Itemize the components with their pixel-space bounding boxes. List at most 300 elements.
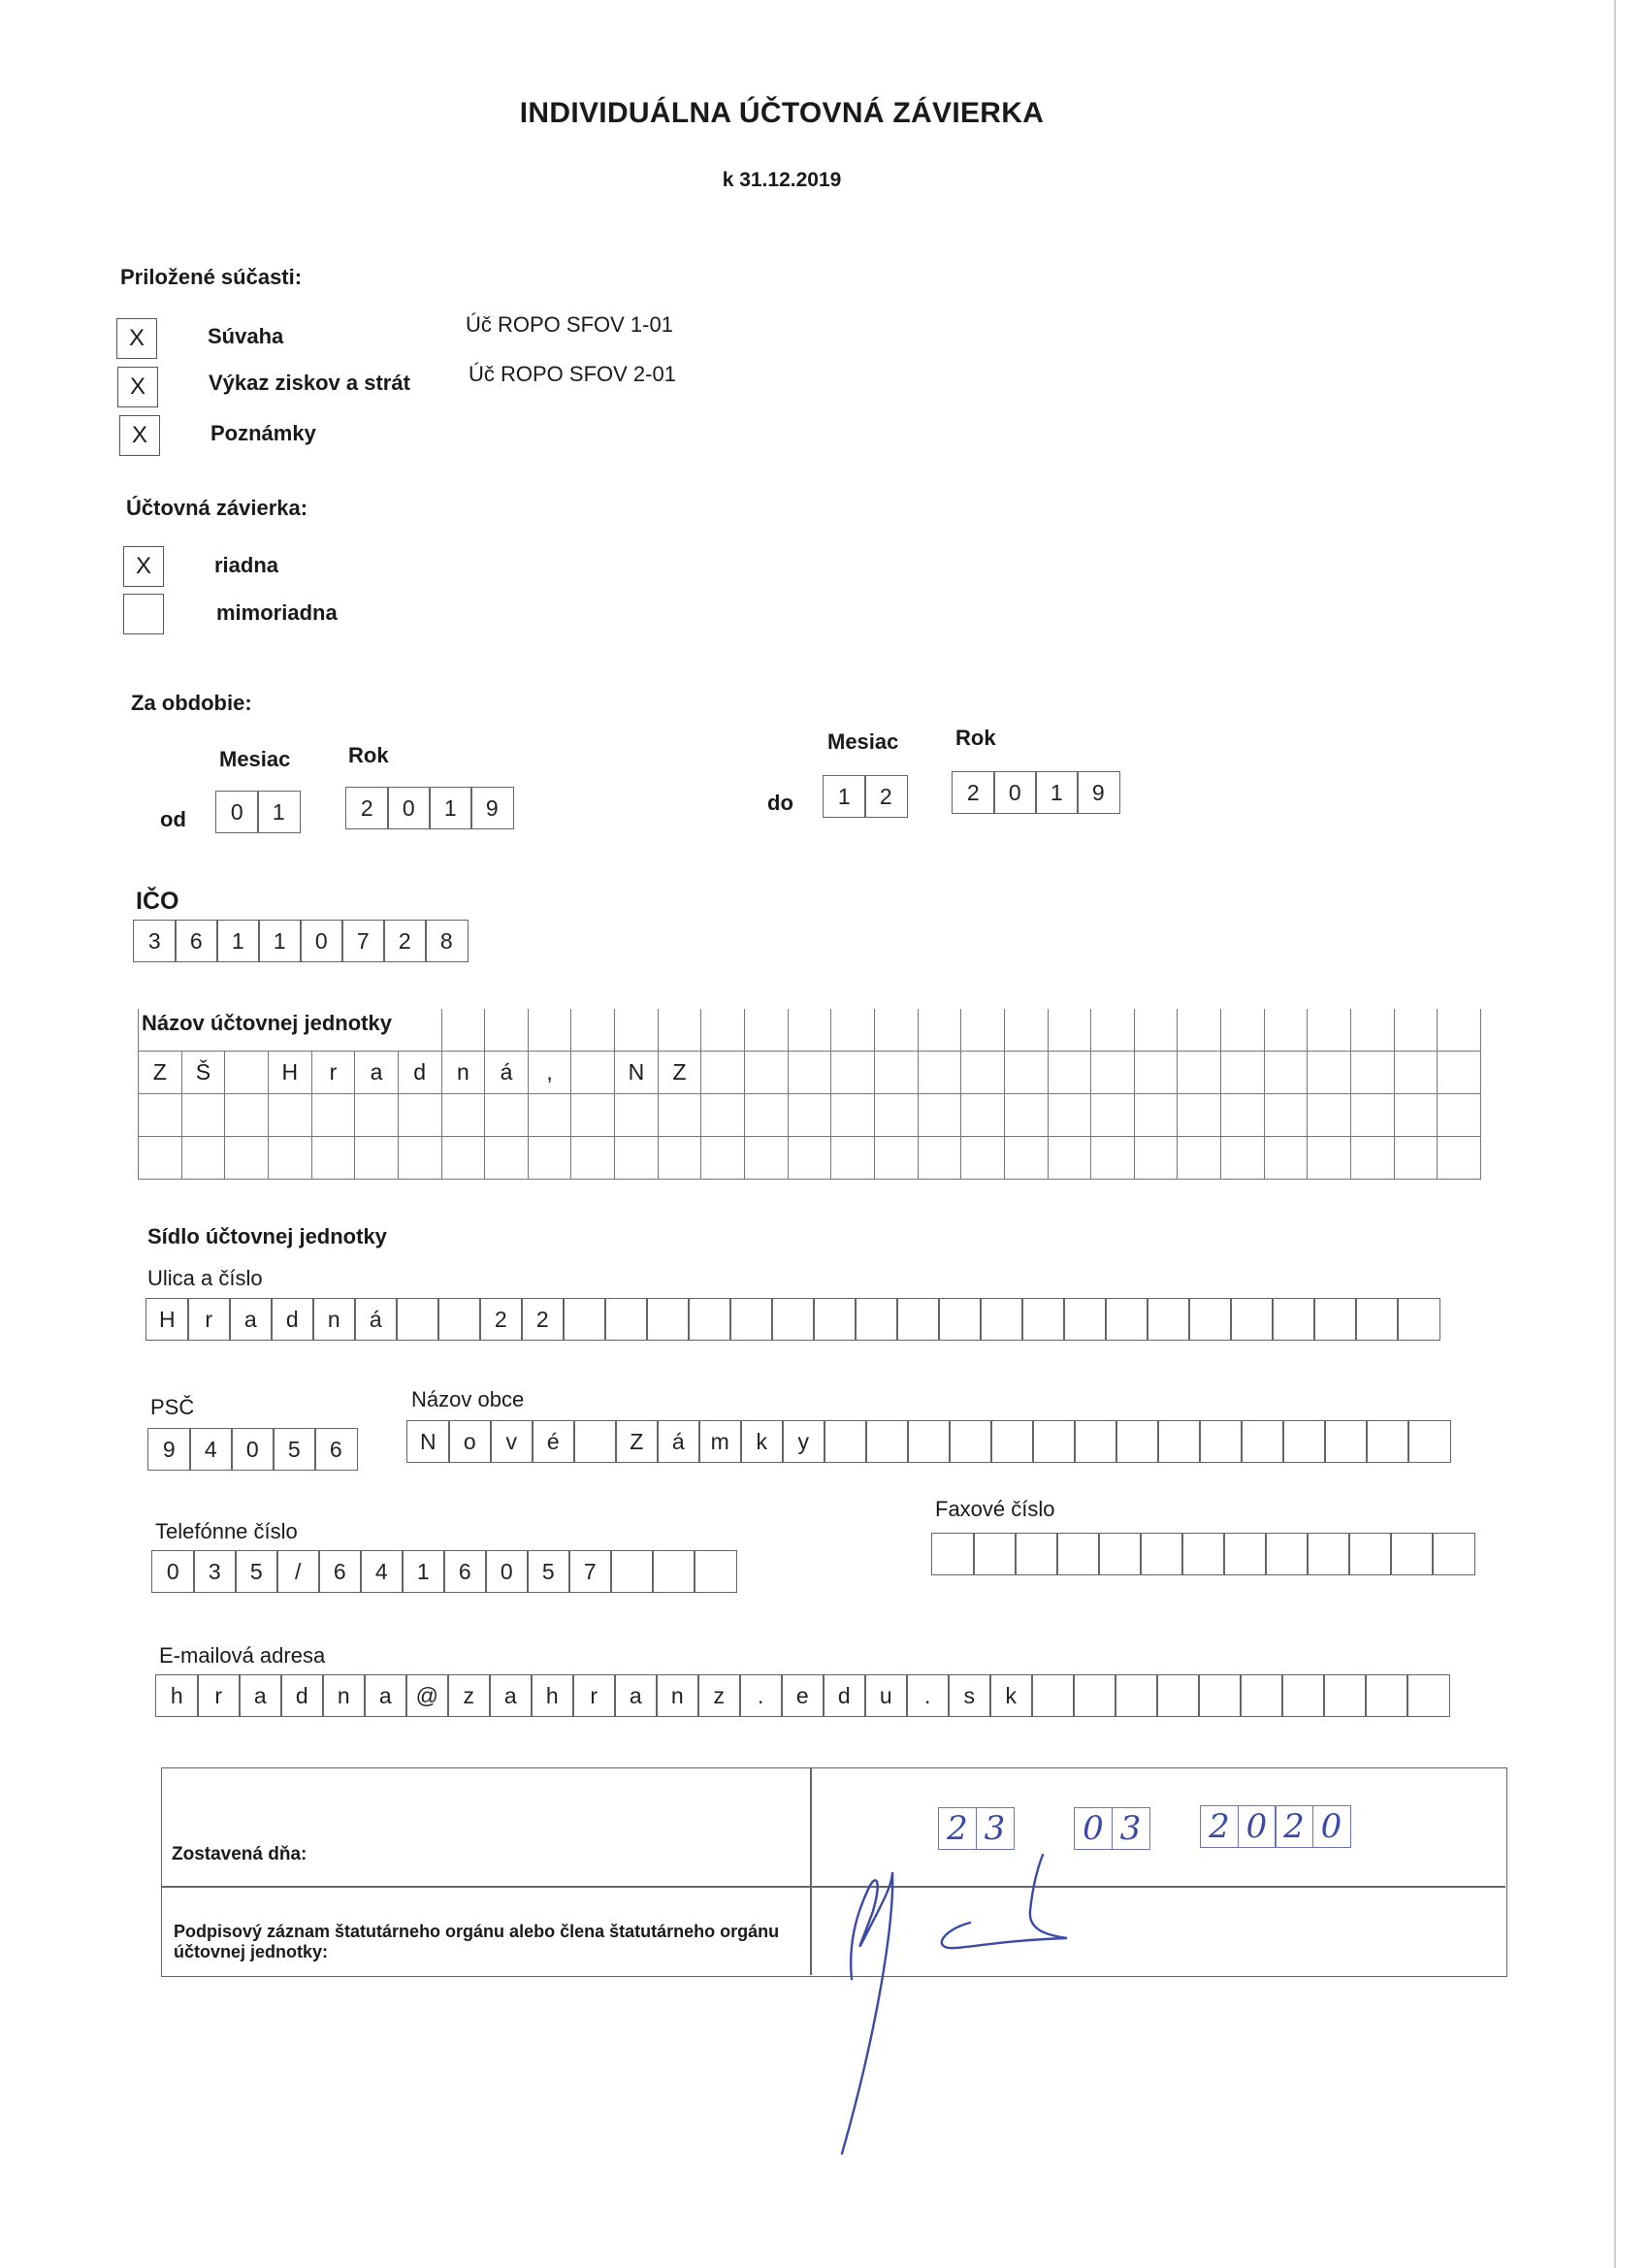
char-box [1406,1674,1450,1717]
char-box [615,1094,659,1137]
phone-label: Telefónne číslo [155,1519,298,1543]
char-box [1282,1420,1326,1463]
char-box [1432,1533,1475,1575]
char-box: 6 [443,1550,487,1593]
entity-name-field[interactable] [138,1009,1481,1180]
from-label: od [160,807,186,831]
city-label: Názov obce [411,1387,525,1411]
char-box: n [312,1298,356,1341]
char-box [938,1298,982,1341]
digit-box: 4 [189,1428,233,1471]
digit-box: 1 [1035,771,1079,814]
char-box [1188,1298,1232,1341]
attachment-name: Súvaha [208,324,284,348]
char-box [1005,1052,1049,1094]
char-box [694,1550,737,1593]
entity-name-label: Názov účtovnej jednotky [142,1011,392,1035]
hw-digit: 0 [1238,1805,1277,1848]
char-box [1178,1052,1221,1094]
attachment-name: Výkaz ziskov a strát [209,371,410,395]
char-box [1223,1533,1267,1575]
checkbox-riadna[interactable]: X [123,546,164,587]
address-label: Sídlo účtovnej jednotky [147,1224,387,1248]
char-box [1395,1009,1439,1052]
digit-box: 1 [257,791,301,833]
char-box [225,1009,269,1052]
char-box [437,1298,481,1341]
char-box [1056,1533,1100,1575]
char-box: . [739,1674,783,1717]
char-box [1308,1137,1351,1180]
digit-box: 2 [864,775,908,818]
char-box [1116,1420,1159,1463]
page-edge [1614,0,1616,2268]
char-box [312,1094,356,1137]
char-box [1351,1094,1395,1137]
attachment-code: Úč ROPO SFOV 1-01 [466,312,673,337]
char-box: Z [615,1420,659,1463]
char-box [1397,1298,1440,1341]
char-box [1390,1533,1434,1575]
char-box [1178,1094,1221,1137]
char-box [875,1052,919,1094]
char-box [1049,1009,1092,1052]
char-box [831,1009,875,1052]
char-box: 1 [402,1550,445,1593]
char-box [745,1052,789,1094]
char-box: é [532,1420,575,1463]
char-box [1140,1533,1183,1575]
char-box: r [312,1052,356,1094]
char-box [1395,1137,1439,1180]
char-box [1221,1052,1265,1094]
char-box [529,1137,572,1180]
char-box [949,1420,992,1463]
street-field[interactable] [146,1298,1440,1341]
char-box: h [531,1674,574,1717]
from-month-label: Mesiac [219,747,291,771]
char-box [1135,1052,1179,1094]
closing-label: Účtovná závierka: [126,496,308,520]
char-box [1438,1094,1481,1137]
char-box [701,1052,745,1094]
digit-box: 8 [425,920,469,962]
char-box: r [572,1674,616,1717]
to-label: do [767,791,793,815]
char-box [789,1009,832,1052]
char-box: z [697,1674,741,1717]
char-box [1351,1052,1395,1094]
char-box [225,1094,269,1137]
char-box: / [276,1550,320,1593]
attachments-label: Priložené súčasti: [120,265,303,289]
char-box [1323,1674,1367,1717]
to-month-field[interactable] [823,775,908,818]
char-box [269,1137,312,1180]
char-box: Z [659,1052,702,1094]
char-box [529,1094,572,1137]
char-box [615,1137,659,1180]
char-box: á [657,1420,700,1463]
digit-box: 9 [1077,771,1120,814]
digit-box: 1 [429,787,472,829]
char-box [875,1137,919,1180]
digit-box: 2 [952,771,995,814]
char-box [396,1298,439,1341]
char-box [1438,1052,1481,1094]
digit-box: 0 [215,791,259,833]
hw-digit: 2 [1200,1805,1239,1848]
char-box: H [146,1298,189,1341]
digit-box: 6 [314,1428,358,1471]
char-box [442,1094,486,1137]
char-box: n [322,1674,366,1717]
char-box [990,1420,1034,1463]
char-box [571,1137,615,1180]
char-box: 2 [521,1298,565,1341]
hw-digit: 3 [1112,1807,1150,1850]
char-box [1049,1094,1092,1137]
phone-field[interactable] [151,1550,737,1593]
char-box: n [656,1674,699,1717]
char-box: v [490,1420,534,1463]
char-box [1351,1137,1395,1180]
char-box [919,1009,962,1052]
char-box [399,1009,442,1052]
char-box [1230,1298,1274,1341]
digit-box: 7 [341,920,385,962]
char-box [1031,1674,1075,1717]
char-box [652,1550,695,1593]
char-box: 2 [479,1298,523,1341]
ico-label: IČO [136,888,179,915]
char-box: 6 [318,1550,362,1593]
char-box: Š [182,1052,226,1094]
char-box [1308,1009,1351,1052]
char-box: a [614,1674,658,1717]
char-box: Z [139,1052,182,1094]
char-box: a [489,1674,533,1717]
char-box [1438,1137,1481,1180]
char-box [1198,1674,1242,1717]
char-box [604,1298,648,1341]
char-box [745,1094,789,1137]
char-box [659,1137,702,1180]
digit-box: 2 [383,920,427,962]
char-box [1032,1420,1076,1463]
char-box [896,1298,940,1341]
char-box: a [364,1674,407,1717]
hw-digit: 0 [1312,1805,1351,1848]
to-month-label: Mesiac [827,729,899,754]
char-box [1355,1298,1399,1341]
hw-digit: 2 [938,1807,977,1850]
char-box: h [155,1674,199,1717]
hw-digit: 2 [1275,1805,1313,1848]
char-box: á [354,1298,398,1341]
char-box: a [229,1298,273,1341]
char-box: n [442,1052,486,1094]
char-box [961,1137,1005,1180]
char-box [1135,1094,1179,1137]
char-box [729,1298,773,1341]
document-date: k 31.12.2019 [722,169,842,191]
char-box [442,1009,486,1052]
char-box [1049,1052,1092,1094]
digit-box: 9 [470,787,514,829]
compiled-year[interactable] [1200,1805,1351,1848]
char-box [615,1009,659,1052]
char-box [1265,1052,1309,1094]
char-box: 5 [235,1550,278,1593]
char-box [1366,1420,1409,1463]
fax-field[interactable] [931,1533,1475,1575]
char-box: s [948,1674,991,1717]
email-field[interactable] [155,1674,1450,1717]
digit-box: 3 [133,920,177,962]
char-box [1098,1533,1142,1575]
char-box [646,1298,690,1341]
char-box [1265,1094,1309,1137]
char-box [1049,1137,1092,1180]
char-box: 3 [193,1550,237,1593]
char-box [182,1094,226,1137]
digit-box: 1 [258,920,302,962]
char-box [1115,1674,1158,1717]
char-box [1005,1009,1049,1052]
char-box [139,1009,182,1052]
char-box [701,1094,745,1137]
char-box [919,1137,962,1180]
char-box [1221,1094,1265,1137]
char-box [1265,1009,1309,1052]
char-box [571,1052,615,1094]
char-box [1395,1094,1439,1137]
char-box [980,1298,1023,1341]
char-box [1147,1298,1190,1341]
char-box [824,1420,867,1463]
char-box [563,1298,606,1341]
char-box: a [355,1052,399,1094]
char-box [1395,1052,1439,1094]
char-box: o [448,1420,492,1463]
char-box [973,1533,1017,1575]
char-box [355,1137,399,1180]
char-box [1178,1009,1221,1052]
hw-digit: 3 [976,1807,1015,1850]
char-box [399,1094,442,1137]
char-box [961,1009,1005,1052]
digit-box: 0 [387,787,431,829]
from-year-field[interactable] [345,787,514,829]
char-box: 4 [360,1550,404,1593]
from-month-field[interactable] [215,791,301,833]
char-box [1313,1298,1357,1341]
char-box: . [906,1674,950,1717]
from-year-label: Rok [348,743,389,767]
to-year-field[interactable] [952,771,1120,814]
char-box [1265,1533,1309,1575]
char-box [931,1533,975,1575]
checkbox-vykaz[interactable]: X [117,367,158,407]
char-box [701,1137,745,1180]
street-label: Ulica a číslo [147,1266,263,1290]
char-box: , [529,1052,572,1094]
char-box: r [197,1674,241,1717]
digit-box: 0 [300,920,343,962]
char-box [312,1009,356,1052]
char-box [1073,1674,1116,1717]
handwritten-signature [824,1833,1096,2163]
char-box [1091,1137,1135,1180]
char-box [1281,1674,1325,1717]
char-box [355,1009,399,1052]
checkbox-suvaha[interactable]: X [116,318,157,359]
char-box [182,1009,226,1052]
char-box [1135,1009,1179,1052]
char-box [1157,1420,1201,1463]
char-box: H [269,1052,312,1094]
char-box [1365,1674,1408,1717]
char-box [269,1009,312,1052]
char-box [1178,1137,1221,1180]
digit-box: 6 [175,920,218,962]
char-box [355,1094,399,1137]
checkbox-mimoriadna[interactable] [123,594,164,634]
char-box [1272,1298,1315,1341]
signature-label: Podpisový záznam štatutárneho orgánu alebo člena štatutárneho orgánu účtovnej jednotky: [174,1922,780,1961]
char-box [701,1009,745,1052]
char-box [1091,1052,1135,1094]
char-box [1240,1674,1283,1717]
char-box [855,1298,898,1341]
email-label: E-mailová adresa [159,1643,326,1668]
digit-box: 0 [231,1428,275,1471]
char-box: N [615,1052,659,1094]
char-box: d [280,1674,324,1717]
digit-box: 1 [823,775,866,818]
char-box: u [864,1674,908,1717]
char-box: á [485,1052,529,1094]
char-box [771,1298,815,1341]
checkbox-poznamky[interactable]: X [119,415,160,456]
char-box [139,1094,182,1137]
char-box: d [399,1052,442,1094]
char-box: k [989,1674,1033,1717]
char-box [1091,1094,1135,1137]
attachment-name: Poznámky [210,421,316,445]
document-title: INDIVIDUÁLNA ÚČTOVNÁ ZÁVIERKA [519,97,1045,129]
char-box [1135,1137,1179,1180]
char-box [789,1094,832,1137]
char-box [875,1094,919,1137]
char-box: a [239,1674,282,1717]
char-box [813,1298,857,1341]
city-field[interactable] [406,1420,1451,1463]
char-box [1005,1137,1049,1180]
closing-option: riadna [214,553,279,577]
char-box [1074,1420,1117,1463]
psc-field[interactable] [147,1428,358,1471]
char-box [1324,1420,1368,1463]
char-box [1181,1533,1225,1575]
fax-label: Faxové číslo [935,1497,1055,1521]
char-box [961,1094,1005,1137]
char-box [399,1137,442,1180]
digit-box: 2 [345,787,389,829]
char-box: d [823,1674,866,1717]
compiled-label: Zostavená dňa: [172,1844,307,1864]
char-box [571,1094,615,1137]
char-box [571,1009,615,1052]
char-box [573,1420,617,1463]
char-box: z [447,1674,491,1717]
char-box [907,1420,951,1463]
char-box [1351,1009,1395,1052]
to-year-label: Rok [955,726,996,750]
digit-box: 9 [147,1428,191,1471]
char-box: @ [405,1674,449,1717]
char-box [442,1137,486,1180]
char-box [529,1009,572,1052]
char-box [139,1137,182,1180]
char-box [610,1550,654,1593]
char-box [1199,1420,1243,1463]
char-box [485,1094,529,1137]
char-box [1407,1420,1451,1463]
digit-box: 0 [993,771,1037,814]
char-box [1221,1137,1265,1180]
char-box [1221,1009,1265,1052]
ico-field[interactable] [133,920,469,962]
char-box [225,1052,269,1094]
psc-label: PSČ [150,1395,195,1419]
char-box [919,1094,962,1137]
char-box [1308,1052,1351,1094]
char-box [1021,1298,1065,1341]
char-box [1105,1298,1148,1341]
char-box [745,1009,789,1052]
char-box [865,1420,909,1463]
char-box [831,1094,875,1137]
char-box [1348,1533,1392,1575]
char-box [1438,1009,1481,1052]
char-box: m [698,1420,742,1463]
char-box [1005,1094,1049,1137]
char-box: 7 [568,1550,612,1593]
char-box: d [271,1298,314,1341]
period-label: Za obdobie: [131,691,252,715]
char-box: N [406,1420,450,1463]
char-box [831,1052,875,1094]
char-box [1015,1533,1058,1575]
char-box [745,1137,789,1180]
char-box: y [782,1420,825,1463]
char-box [1063,1298,1107,1341]
char-box [1307,1533,1350,1575]
digit-box: 5 [273,1428,316,1471]
char-box: 5 [527,1550,570,1593]
char-box [789,1052,832,1094]
char-box: r [187,1298,231,1341]
char-box [688,1298,731,1341]
char-box [831,1137,875,1180]
char-box: 0 [151,1550,195,1593]
char-box [659,1009,702,1052]
char-box [961,1052,1005,1094]
char-box: 0 [485,1550,529,1593]
char-box [269,1094,312,1137]
